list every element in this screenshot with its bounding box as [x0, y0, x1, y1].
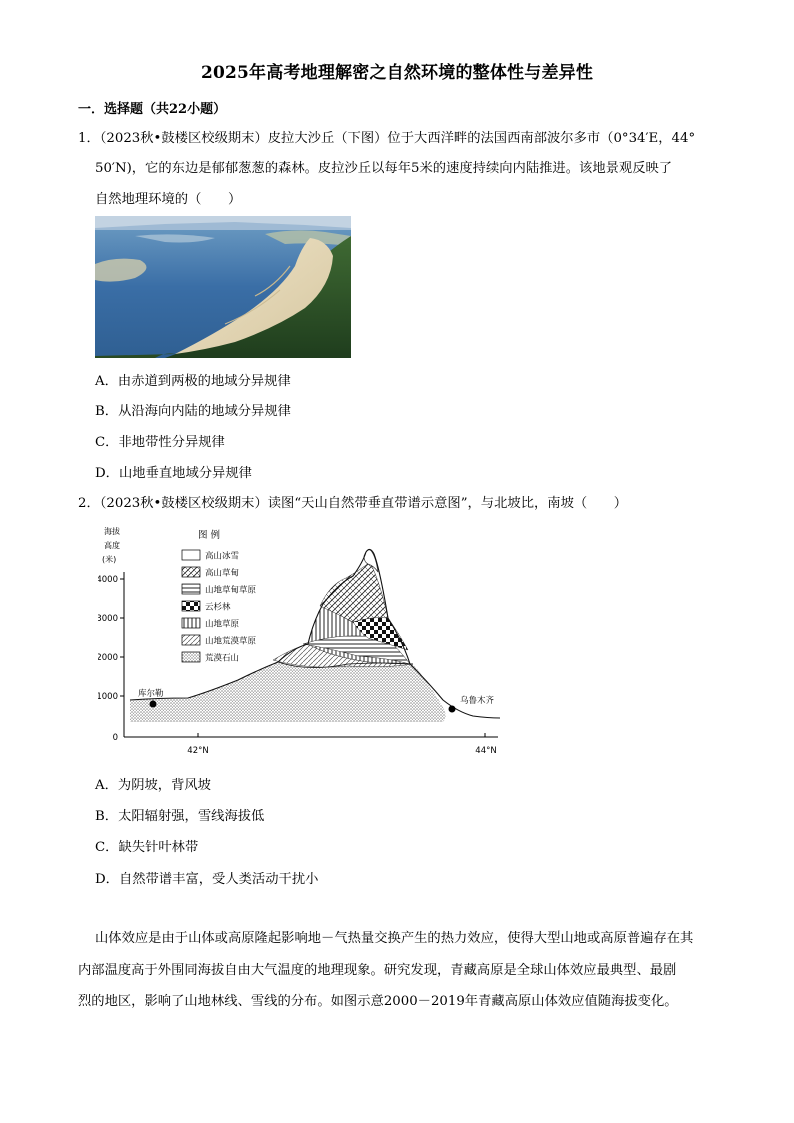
y-axis-label: 海拔	[104, 527, 120, 536]
city-marker	[449, 706, 456, 713]
legend-title: 图 例	[198, 530, 221, 541]
y-tick: 4000	[98, 575, 118, 585]
x-tick: 42°N	[187, 746, 209, 756]
q1-stem-line3: 自然地理环境的（ ）	[95, 192, 242, 207]
legend-item: 山地草甸草原	[205, 585, 257, 596]
city-label-urumqi: 乌鲁木齐	[460, 696, 495, 706]
x-tick: 44°N	[475, 746, 497, 756]
city-label-korla: 库尔勒	[138, 689, 164, 699]
q1-option-d[interactable]: D．山地垂直地域分异规律	[95, 466, 252, 481]
y-tick: 0	[112, 733, 118, 743]
q2-option-b[interactable]: B．太阳辐射强，雪线海拔低	[95, 809, 265, 824]
q1-option-a[interactable]: A．由赤道到两极的地域分异规律	[95, 374, 291, 389]
y-axis-label: (米)	[102, 555, 117, 564]
passage-line1: 山体效应是由于山体或高原隆起影响地－气热量交换产生的热力效应，使得大型山地或高原普遍存在其	[95, 931, 694, 946]
legend-item: 云杉林	[205, 602, 231, 613]
city-marker	[150, 701, 157, 708]
y-axis-label: 高度	[104, 541, 120, 550]
q2-option-c[interactable]: C．缺失针叶林带	[95, 840, 199, 855]
q1-stem-line1: 1．（2023秋•鼓楼区校级期末）皮拉大沙丘（下图）位于大西洋畔的法国西南部波尔多市（0°34′E，44°	[78, 131, 696, 146]
passage-line2: 内部温度高于外围同海拔自由大气温度的地理现象。研究发现，青藏高原是全球山体效应最典型、最剧	[78, 963, 677, 978]
y-tick: 1000	[98, 692, 118, 702]
legend-item: 高山草甸	[205, 568, 240, 579]
legend	[182, 550, 257, 664]
y-tick: 3000	[98, 614, 118, 624]
legend-item: 高山冰雪	[205, 551, 240, 562]
legend-item: 荒漠石山	[205, 653, 240, 664]
legend-item: 山地荒漠草原	[205, 636, 257, 647]
q1-stem-line2: 50′N)，它的东边是郁郁葱葱的森林。皮拉沙丘以每年5米的速度持续向内陆推进。该地景观反映了	[95, 161, 673, 176]
q2-option-a[interactable]: A．为阴坡，背风坡	[95, 778, 211, 793]
passage-line3: 烈的地区，影响了山地林线、雪线的分布。如图示意2000－2019年青藏高原山体效应值随海拔变化。	[78, 994, 678, 1009]
section-heading: 一．选择题（共22小题）	[78, 102, 227, 117]
q2-stem: 2．（2023秋•鼓楼区校级期末）读图“天山自然带垂直带谱示意图”，与北坡比，南坡（ ）	[78, 496, 628, 511]
dune-photo-illustration	[95, 216, 351, 358]
page-title: 2025年高考地理解密之自然环境的整体性与差异性	[200, 63, 594, 83]
q1-option-b[interactable]: B．从沿海向内陆的地域分异规律	[95, 404, 291, 419]
q2-option-d[interactable]: D．自然带谱丰富，受人类活动干扰小	[95, 872, 319, 887]
dune-photo	[95, 216, 351, 358]
q1-option-c[interactable]: C．非地带性分异规律	[95, 435, 225, 450]
legend-item: 山地草原	[205, 619, 240, 630]
tianshan-vertical-zone-diagram	[98, 522, 508, 762]
y-tick: 2000	[98, 653, 118, 663]
